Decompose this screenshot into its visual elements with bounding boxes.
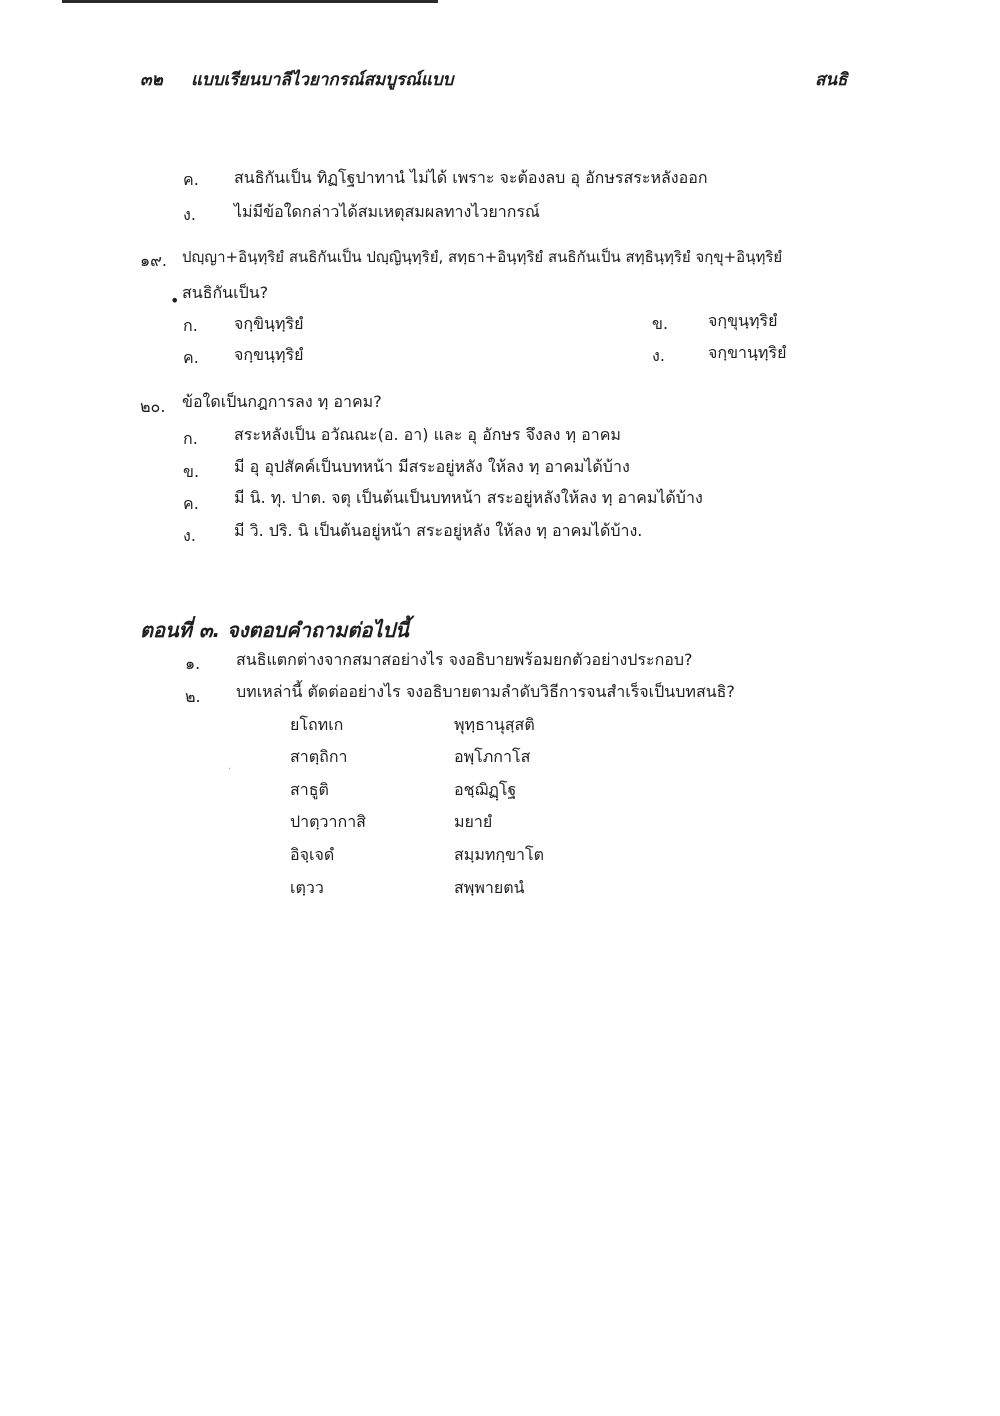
word-item: ยโถทเก [290,715,344,734]
word-item: อชฺฌิฏฺโฐ [454,780,517,799]
question-text: บทเหล่านี้ ตัดต่ออย่างไร จงอธิบายตามลำดับวิธีการจนสำเร็จเป็นบทสนธิ? [236,682,735,701]
word-item: เตฺวว [290,878,324,897]
choice-letter: ง. [652,346,665,365]
choice-letter: ค. [183,494,199,513]
choice-text: สระหลังเป็น อวัณณะ(อ. อา) และ อุ อักษร จึงลง ทฺ อาคม [234,425,621,444]
question-number: ๒๐. [140,397,166,416]
chapter-title: สนธิ [815,70,848,90]
choice-text: จกฺขุนฺทฺริยํ [708,311,778,330]
choice-text: จกฺขานฺทฺริยํ [708,343,787,362]
word-item: มยายํ [454,812,493,831]
scan-speck: . [228,761,232,772]
choice-letter: ก. [183,316,198,335]
word-item: สาตฺถิกา [290,747,348,766]
question-text: สนธิกันเป็น? [182,283,269,302]
part-title: ตอนที่ ๓. จงตอบคำถามต่อไปนี้ [140,618,409,642]
question-text: ปญฺญา+อินฺทฺริยํ สนธิกันเป็น ปญฺญินฺทฺริยํ, สทฺธา+อินฺทฺริยํ สนธิกันเป็น สทฺธินฺทฺริยํ จกฺขุ+อินฺทฺริยํ [182,248,783,266]
word-item: สมฺมทกฺขาโต [454,845,544,864]
choice-letter: ค. [183,348,199,367]
top-border-line [62,0,438,3]
choice-letter: ค. [183,170,199,189]
choice-text: ไม่มีข้อใดกล่าวได้สมเหตุสมผลทางไวยากรณ์ [234,202,540,221]
choice-letter: ง. [183,205,196,224]
question-number: ๑. [185,654,201,673]
choice-text: มี อุ อุปสัคค์เป็นบทหน้า มีสระอยู่หลัง ให้ลง ทฺ อาคมได้บ้าง [234,457,630,476]
word-item: สาธูติ [290,780,329,799]
page-number: ๓๒ [140,70,163,90]
question-number: ๑๙. [140,251,167,270]
choice-letter: ข. [183,462,200,481]
bullet: • [170,291,180,310]
choice-letter: ง. [183,526,196,545]
question-number: ๒. [185,687,201,706]
choice-letter: ก. [183,429,198,448]
word-item: อพฺโภกาโส [454,747,531,766]
choice-text: มี นิ. ทุ. ปาต. จตุ เป็นต้นเป็นบทหน้า สระอยู่หลังให้ลง ทฺ อาคมได้บ้าง [234,488,703,507]
choice-text: จกฺขินฺทฺริยํ [234,314,304,333]
choice-text: มี วิ. ปริ. นิ เป็นต้นอยู่หน้า สระอยู่หลัง ให้ลง ทฺ อาคมได้บ้าง. [234,521,643,540]
choice-text: สนธิกันเป็น ทิฏโฐปาทานํ ไม่ได้ เพราะ จะต้องลบ อุ อักษรสระหลังออก [234,168,708,187]
word-item: สพฺพายตนํ [454,878,525,897]
word-item: อิจฺเจดํ [290,845,335,864]
choice-text: จกฺขนฺทฺริยํ [234,345,304,364]
word-item: ปาตฺวากาสิ [290,812,366,831]
word-item: พุทฺธานุสฺสติ [454,715,535,734]
choice-letter: ข. [652,314,669,333]
question-text: ข้อใดเป็นกฎการลง ทฺ อาคม? [182,392,382,411]
book-title: แบบเรียนบาลีไวยากรณ์สมบูรณ์แบบ [191,70,454,90]
question-text: สนธิแตกต่างจากสมาสอย่างไร จงอธิบายพร้อมยกตัวอย่างประกอบ? [236,650,693,669]
